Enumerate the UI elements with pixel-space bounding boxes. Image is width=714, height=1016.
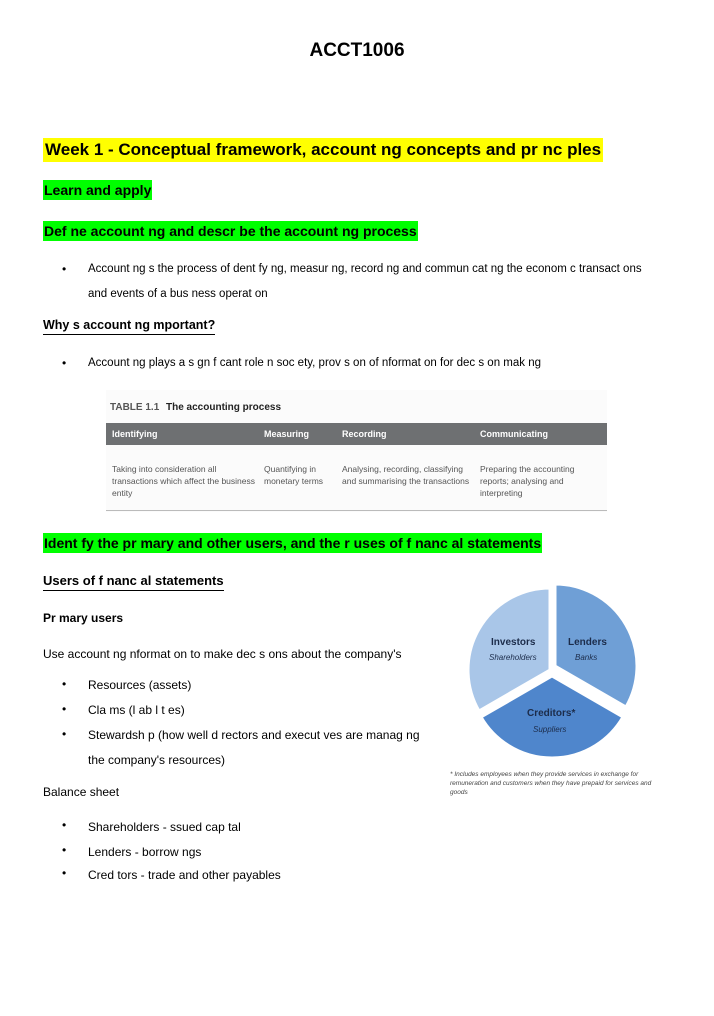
accounting-process-table — [106, 390, 607, 512]
table-column-header: Communicating — [480, 429, 549, 439]
why-bullet: Account ng plays a s gn f cant role n soc ety, prov s on of nformat on for dec s on mak ng — [88, 357, 541, 369]
table-header-row — [106, 423, 607, 445]
lenders-sub-label: Banks — [575, 653, 598, 662]
bullet-icon: • — [62, 866, 67, 880]
creditors-sub-label: Suppliers — [533, 725, 567, 734]
why-accounting-heading: Why s account ng mportant? — [43, 318, 215, 335]
identify-users-heading: Ident fy the pr mary and other users, and the r uses of f nanc al statements — [44, 535, 542, 551]
investors-label: Investors — [491, 637, 536, 648]
primary-users-heading: Pr mary users — [43, 611, 124, 625]
primary-users-intro: Use account ng nformat on to make dec s ons about the company's — [43, 647, 402, 661]
diagram-footnote: * Includes employees when they provide services in exchange for remuneration and customers when they have prepaid for services and goods — [450, 771, 652, 796]
table-cell: Taking into consideration all transactions which affect the business entity — [112, 464, 256, 498]
primary-bullet-continuation: the company's resources) — [88, 753, 226, 767]
define-accounting-heading: Def ne account ng and descr be the account ng process — [44, 223, 417, 239]
document-title: ACCT1006 — [309, 40, 405, 61]
table-caption: The accounting process — [166, 402, 282, 413]
balance-bullet: Cred tors - trade and other payables — [88, 868, 281, 882]
define-bullet-line1: Account ng s the process of dent fy ng, measur ng, record ng and commun cat ng the econom c transact ons — [88, 263, 642, 275]
table-column-header: Identifying — [112, 429, 158, 439]
week-heading: Week 1 - Conceptual framework, account ng concepts and pr nc ples — [43, 138, 603, 162]
bullet-icon: • — [62, 727, 67, 741]
bullet-icon: • — [62, 262, 67, 276]
define-bullet-line2: and events of a bus ness operat on — [88, 288, 268, 300]
balance-bullet: Shareholders - ssued cap tal — [88, 820, 241, 834]
table-cell: Analysing, recording, classifying and summarising the transactions — [342, 464, 470, 486]
primary-bullet: Stewardsh p (how well d rectors and execut ves are manag ng — [88, 728, 420, 742]
lenders-label: Lenders — [568, 637, 607, 648]
table-divider — [106, 510, 607, 511]
balance-sheet-label: Balance sheet — [43, 785, 120, 799]
bullet-icon: • — [62, 818, 67, 832]
table-column-header: Measuring — [264, 429, 310, 439]
balance-bullet: Lenders - borrow ngs — [88, 845, 202, 859]
bullet-icon: • — [62, 843, 67, 857]
primary-bullet: Cla ms (l ab l t es) — [88, 703, 185, 717]
investors-sub-label: Shareholders — [489, 653, 537, 662]
table-cell: Quantifying in monetary terms — [264, 464, 324, 486]
users-pie-diagram — [445, 580, 660, 805]
table-label: TABLE 1.1 — [110, 402, 160, 413]
bullet-icon: • — [62, 356, 67, 370]
users-pie-graphic — [445, 580, 660, 770]
users-financial-statements-heading: Users of f nanc al statements — [43, 573, 224, 591]
table-cell: Preparing the accounting reports; analysing and interpreting — [480, 464, 575, 498]
learn-apply-heading: Learn and apply — [44, 182, 152, 198]
table-column-header: Recording — [342, 429, 387, 439]
primary-bullet: Resources (assets) — [88, 678, 192, 692]
bullet-icon: • — [62, 702, 67, 716]
bullet-icon: • — [62, 677, 67, 691]
creditors-label: Creditors* — [527, 708, 576, 719]
